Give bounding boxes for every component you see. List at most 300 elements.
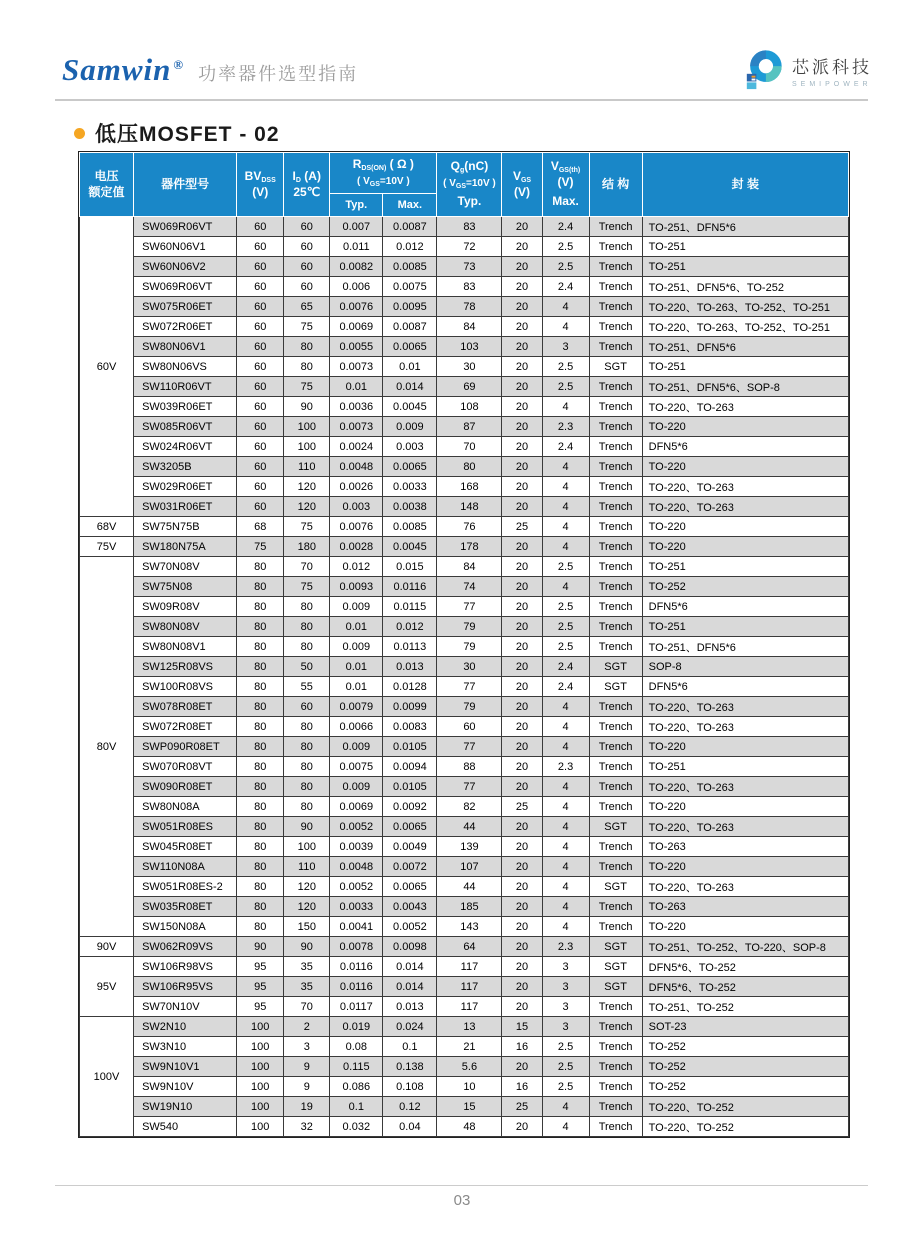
cell-rdson-typ: 0.086 [330,1077,383,1097]
cell-vgsth: 4 [542,697,589,717]
cell-vgs: 20 [502,357,542,377]
cell-model: SW051R08ES [134,817,237,837]
cell-bvdss: 75 [237,537,284,557]
section-title: 低压MOSFET - 02 [95,123,280,146]
cell-structure: Trench [589,337,642,357]
vgsth-symbol: V [550,159,559,174]
cell-structure: Trench [589,917,642,937]
cell-bvdss: 80 [237,857,284,877]
cell-structure: Trench [589,457,642,477]
cell-model: SW024R06VT [134,437,237,457]
cell-qg: 78 [437,297,502,317]
cell-package: TO-251 [642,617,848,637]
cell-vgs: 20 [502,777,542,797]
cell-structure: Trench [589,1077,642,1097]
table-row [80,877,849,897]
cell-model: SW80N08V [134,617,237,637]
col-header-model: 器件型号 [134,153,237,217]
table-row [80,617,849,637]
table-row [80,317,849,337]
cell-package: SOT-23 [642,1017,848,1037]
table-row [80,1097,849,1117]
cell-package: TO-220、TO-263 [642,397,848,417]
cell-vgsth: 2.3 [542,757,589,777]
cell-rdson-max: 0.009 [383,417,437,437]
cell-vgsth: 4 [542,577,589,597]
cell-package: DFN5*6、TO-252 [642,977,848,997]
cell-qg: 74 [437,577,502,597]
cell-vgs: 20 [502,697,542,717]
cell-rdson-typ: 0.007 [330,217,383,237]
cell-model: SW106R95VS [134,977,237,997]
cell-rdson-typ: 0.006 [330,277,383,297]
cell-package: TO-220 [642,417,848,437]
col-header-voltage-line1: 电压 [94,168,119,183]
cell-structure: Trench [589,777,642,797]
cell-id: 50 [284,657,330,677]
cell-vgs: 20 [502,577,542,597]
cell-package: TO-220 [642,917,848,937]
table-row [80,397,849,417]
qg-typ-label: Typ. [457,194,482,209]
cell-rdson-max: 0.108 [383,1077,437,1097]
cell-model: SW029R06ET [134,477,237,497]
table-row [80,1037,849,1057]
cell-id: 19 [284,1097,330,1117]
cell-model: SW045R08ET [134,837,237,857]
cell-id: 75 [284,317,330,337]
table-row [80,377,849,397]
cell-qg: 185 [437,897,502,917]
cell-vgs: 20 [502,877,542,897]
cell-vgsth: 4 [542,877,589,897]
cell-model: SW100R08VS [134,677,237,697]
cell-vgs: 20 [502,917,542,937]
cell-package: TO-220、TO-263 [642,497,848,517]
cell-bvdss: 68 [237,517,284,537]
cell-vgs: 20 [502,317,542,337]
table-row [80,997,849,1017]
cell-package: TO-220 [642,797,848,817]
cell-model: SW070R08VT [134,757,237,777]
cell-model: SW069R06VT [134,277,237,297]
id-temp: 25℃ [293,184,321,199]
table-row [80,1057,849,1077]
cell-package: TO-220 [642,857,848,877]
cell-package: TO-263 [642,897,848,917]
cell-bvdss: 80 [237,817,284,837]
cell-model: SW75N08 [134,577,237,597]
cell-qg: 87 [437,417,502,437]
cell-package: TO-251 [642,237,848,257]
cell-rdson-typ: 0.011 [330,237,383,257]
cell-rdson-typ: 0.0024 [330,437,383,457]
table-row [80,1117,849,1137]
cell-id: 60 [284,277,330,297]
cell-rdson-typ: 0.0066 [330,717,383,737]
table-row [80,537,849,557]
cell-model: SW540 [134,1117,237,1137]
cell-package: TO-220、TO-263 [642,477,848,497]
cell-package: TO-220 [642,517,848,537]
cell-vgsth: 4 [542,1097,589,1117]
cell-package: TO-220、TO-263、TO-252、TO-251 [642,317,848,337]
cell-rdson-typ: 0.01 [330,377,383,397]
cell-bvdss: 60 [237,477,284,497]
table-body [80,217,849,1137]
table-row [80,477,849,497]
cell-vgs: 20 [502,477,542,497]
cell-model: SW051R08ES-2 [134,877,237,897]
cell-bvdss: 95 [237,957,284,977]
cell-rdson-typ: 0.0073 [330,417,383,437]
cell-bvdss: 80 [237,717,284,737]
col-header-id [284,153,330,217]
cell-model: SW70N10V [134,997,237,1017]
cell-vgs: 15 [502,1017,542,1037]
cell-rdson-max: 0.0095 [383,297,437,317]
table-row [80,637,849,657]
vgsth-unit: (V) [557,175,574,190]
vgs-unit: (V) [514,184,530,199]
cell-id: 80 [284,637,330,657]
cell-model: SW125R08VS [134,657,237,677]
cell-package: TO-220、TO-252 [642,1117,848,1137]
cell-vgsth: 2.5 [542,237,589,257]
cell-structure: SGT [589,977,642,997]
cell-qg: 77 [437,677,502,697]
company-text [792,53,872,88]
cell-bvdss: 60 [237,317,284,337]
cell-rdson-max: 0.0043 [383,897,437,917]
cell-rdson-max: 0.0065 [383,817,437,837]
cell-rdson-typ: 0.01 [330,657,383,677]
cell-vgsth: 4 [542,477,589,497]
rdson-subscript: DS(ON) [361,164,387,172]
table-row [80,837,849,857]
cell-vgs: 20 [502,377,542,397]
cell-vgs: 20 [502,957,542,977]
cell-package: TO-251、DFN5*6 [642,217,848,237]
cell-rdson-typ: 0.0048 [330,457,383,477]
mosfet-table-wrap [78,151,850,1138]
cell-qg: 79 [437,697,502,717]
cell-model: SW9N10V1 [134,1057,237,1077]
cell-qg: 117 [437,997,502,1017]
table-row [80,237,849,257]
cell-rdson-max: 0.0116 [383,577,437,597]
cell-structure: Trench [589,237,642,257]
cell-structure: Trench [589,597,642,617]
cell-vgsth: 2.4 [542,677,589,697]
cell-id: 70 [284,557,330,577]
section-header [74,118,280,148]
col-header-voltage [80,153,134,217]
cell-qg: 117 [437,957,502,977]
cell-bvdss: 80 [237,677,284,697]
cell-structure: Trench [589,1037,642,1057]
cell-id: 110 [284,857,330,877]
registered-trademark-icon: ® [173,56,185,72]
table-row [80,217,849,237]
cell-vgs: 20 [502,717,542,737]
rdson-condition [357,176,410,187]
cell-qg: 64 [437,937,502,957]
cell-rdson-typ: 0.0039 [330,837,383,857]
semipower-logo-icon [743,48,785,92]
table-row [80,597,849,617]
cell-package: TO-252 [642,1057,848,1077]
cell-id: 9 [284,1057,330,1077]
cell-qg: 77 [437,737,502,757]
cell-id: 80 [284,357,330,377]
cell-package: TO-252 [642,1077,848,1097]
cell-vgsth: 3 [542,337,589,357]
cell-vgsth: 2.4 [542,437,589,457]
cell-bvdss: 100 [237,1037,284,1057]
cell-structure: Trench [589,537,642,557]
col-header-voltage-line2: 额定值 [88,184,125,199]
table-row [80,657,849,677]
cell-vgs: 20 [502,737,542,757]
cell-model: SW70N08V [134,557,237,577]
cell-rdson-typ: 0.019 [330,1017,383,1037]
cell-rdson-typ: 0.0076 [330,297,383,317]
cell-rdson-typ: 0.0082 [330,257,383,277]
cell-rdson-typ: 0.0116 [330,957,383,977]
bullet-icon [74,128,85,139]
cell-rdson-typ: 0.0028 [330,537,383,557]
cell-vgsth: 4 [542,897,589,917]
mosfet-table [79,152,849,1137]
cell-structure: Trench [589,797,642,817]
cell-rdson-typ: 0.0075 [330,757,383,777]
header-divider [55,99,868,101]
qg-unit: (nC) [464,159,489,174]
cell-vgs: 20 [502,977,542,997]
cell-qg: 70 [437,437,502,457]
cell-qg: 5.6 [437,1057,502,1077]
cell-vgs: 20 [502,897,542,917]
voltage-group-label: 75V [80,537,134,557]
cell-bvdss: 60 [237,417,284,437]
cell-id: 60 [284,237,330,257]
cell-vgs: 20 [502,597,542,617]
cell-bvdss: 100 [237,1057,284,1077]
col-header-rdson [330,153,437,194]
cell-rdson-max: 0.0099 [383,697,437,717]
cell-package: TO-220、TO-252 [642,1097,848,1117]
cell-model: SW80N08A [134,797,237,817]
table-header [80,153,849,217]
cell-rdson-max: 0.0087 [383,217,437,237]
cell-rdson-typ: 0.009 [330,737,383,757]
cell-structure: Trench [589,617,642,637]
cell-rdson-max: 0.014 [383,377,437,397]
cell-vgsth: 4 [542,817,589,837]
cell-vgsth: 2.3 [542,417,589,437]
cell-rdson-max: 0.0128 [383,677,437,697]
qg-subscript: g [459,167,465,175]
cell-vgsth: 2.3 [542,937,589,957]
cell-structure: Trench [589,277,642,297]
cell-qg: 143 [437,917,502,937]
cell-rdson-max: 0.014 [383,977,437,997]
cell-qg: 139 [437,837,502,857]
cell-bvdss: 60 [237,457,284,477]
col-header-r-typ: Typ. [330,194,383,217]
cell-rdson-typ: 0.0026 [330,477,383,497]
cell-vgsth: 2.5 [542,357,589,377]
table-row [80,557,849,577]
cell-bvdss: 60 [237,337,284,357]
cell-id: 32 [284,1117,330,1137]
cell-id: 60 [284,217,330,237]
cell-bvdss: 80 [237,637,284,657]
cell-model: SW031R06ET [134,497,237,517]
cell-bvdss: 60 [237,377,284,397]
brand-logo [62,52,184,88]
cell-qg: 80 [437,457,502,477]
cell-vgs: 20 [502,537,542,557]
cell-package: DFN5*6 [642,677,848,697]
cell-rdson-typ: 0.012 [330,557,383,577]
table-row [80,297,849,317]
cell-vgsth: 4 [542,517,589,537]
cell-bvdss: 80 [237,697,284,717]
cell-vgsth: 2.5 [542,637,589,657]
table-row [80,1077,849,1097]
company-name: 芯派科技 [792,57,872,77]
cell-bvdss: 100 [237,1117,284,1137]
cell-bvdss: 80 [237,897,284,917]
cell-qg: 168 [437,477,502,497]
cell-rdson-max: 0.013 [383,997,437,1017]
cell-model: SW085R06VT [134,417,237,437]
table-row [80,337,849,357]
cell-package: DFN5*6 [642,437,848,457]
cell-id: 120 [284,877,330,897]
rdson-cond-sub: GS [369,181,380,188]
cell-rdson-typ: 0.0033 [330,897,383,917]
cell-id: 80 [284,597,330,617]
cell-vgs: 20 [502,337,542,357]
col-header-qg [437,153,502,217]
cell-id: 120 [284,477,330,497]
cell-vgsth: 4 [542,737,589,757]
cell-package: TO-220、TO-263、TO-252、TO-251 [642,297,848,317]
cell-vgs: 20 [502,397,542,417]
table-row [80,277,849,297]
vgs-symbol: V [512,168,521,183]
cell-vgs: 20 [502,257,542,277]
page-number: 03 [453,1192,471,1209]
cell-rdson-max: 0.0075 [383,277,437,297]
cell-bvdss: 95 [237,977,284,997]
cell-id: 55 [284,677,330,697]
cell-rdson-typ: 0.0069 [330,797,383,817]
table-row [80,577,849,597]
cell-package: TO-252 [642,577,848,597]
cell-bvdss: 100 [237,1097,284,1117]
cell-package: TO-220、TO-263 [642,697,848,717]
cell-qg: 73 [437,257,502,277]
cell-package: TO-220、TO-263 [642,777,848,797]
cell-vgs: 20 [502,857,542,877]
cell-vgsth: 3 [542,1017,589,1037]
cell-structure: Trench [589,437,642,457]
cell-qg: 21 [437,1037,502,1057]
col-header-structure: 结 构 [589,153,642,217]
cell-bvdss: 80 [237,737,284,757]
cell-id: 80 [284,797,330,817]
bvdss-subscript: DSS [261,176,276,184]
cell-id: 65 [284,297,330,317]
cell-rdson-typ: 0.0079 [330,697,383,717]
cell-model: SW9N10V [134,1077,237,1097]
cell-vgsth: 4 [542,717,589,737]
cell-vgsth: 4 [542,797,589,817]
cell-id: 60 [284,257,330,277]
cell-id: 80 [284,737,330,757]
cell-vgsth: 4 [542,297,589,317]
cell-structure: Trench [589,637,642,657]
cell-vgsth: 2.5 [542,617,589,637]
cell-vgsth: 2.4 [542,277,589,297]
cell-bvdss: 60 [237,357,284,377]
cell-vgsth: 2.5 [542,377,589,397]
cell-vgs: 20 [502,757,542,777]
cell-bvdss: 60 [237,297,284,317]
vgs-subscript: GS [520,176,532,184]
cell-rdson-typ: 0.01 [330,677,383,697]
cell-id: 100 [284,437,330,457]
cell-bvdss: 60 [237,257,284,277]
cell-structure: Trench [589,1057,642,1077]
cell-package: SOP-8 [642,657,848,677]
cell-structure: Trench [589,1117,642,1137]
cell-model: SW19N10 [134,1097,237,1117]
cell-qg: 44 [437,817,502,837]
cell-vgs: 20 [502,997,542,1017]
cell-rdson-typ: 0.0073 [330,357,383,377]
cell-model: SW09R08V [134,597,237,617]
cell-vgs: 25 [502,1097,542,1117]
voltage-group-label: 95V [80,957,134,1017]
cell-qg: 10 [437,1077,502,1097]
cell-vgsth: 4 [542,317,589,337]
cell-id: 35 [284,977,330,997]
voltage-group-label: 68V [80,517,134,537]
cell-package: TO-251、TO-252 [642,997,848,1017]
cell-package: TO-263 [642,837,848,857]
cell-package: TO-252 [642,1037,848,1057]
cell-structure: Trench [589,217,642,237]
cell-vgsth: 3 [542,957,589,977]
cell-qg: 108 [437,397,502,417]
cell-qg: 69 [437,377,502,397]
cell-vgsth: 2.5 [542,597,589,617]
cell-qg: 82 [437,797,502,817]
cell-rdson-max: 0.014 [383,957,437,977]
cell-rdson-typ: 0.08 [330,1037,383,1057]
cell-vgsth: 4 [542,457,589,477]
cell-qg: 107 [437,857,502,877]
cell-bvdss: 80 [237,597,284,617]
page-header [62,52,358,88]
cell-structure: SGT [589,937,642,957]
cell-rdson-max: 0.0045 [383,397,437,417]
